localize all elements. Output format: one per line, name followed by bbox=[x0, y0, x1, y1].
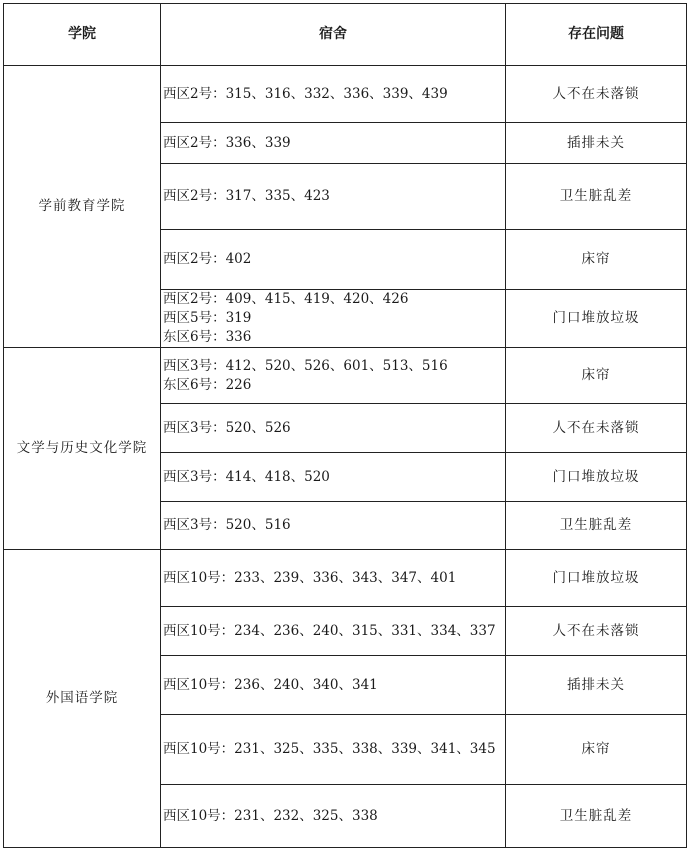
issue-cell: 床帘 bbox=[506, 348, 687, 404]
dorm-line: 西区2号：317、335、423 bbox=[163, 188, 330, 204]
header-issue: 存在问题 bbox=[506, 4, 687, 66]
dorm-line: 西区10号：231、232、325、338 bbox=[163, 807, 378, 824]
header-row bbox=[4, 4, 687, 66]
dorm-cell bbox=[161, 453, 506, 502]
issue-cell: 卫生脏乱差 bbox=[506, 785, 687, 848]
issue-cell: 卫生脏乱差 bbox=[506, 164, 687, 230]
dorm-line: 西区2号：409、415、419、420、426 bbox=[163, 291, 409, 307]
dorm-line: 西区2号：402 bbox=[163, 251, 252, 267]
issue-cell: 人不在未落锁 bbox=[506, 607, 687, 656]
dorm-line: 东区6号：336 bbox=[163, 329, 252, 345]
issue-cell: 门口堆放垃圾 bbox=[506, 453, 687, 502]
dorm-line: 西区2号：315、316、332、336、339、439 bbox=[163, 85, 448, 102]
dorm-line: 西区3号：412、520、526、601、513、516 bbox=[163, 357, 448, 374]
issue-cell: 人不在未落锁 bbox=[506, 404, 687, 453]
dorm-cell bbox=[161, 607, 506, 656]
dorm-cell bbox=[161, 123, 506, 164]
dorm-line: 东区6号：226 bbox=[163, 376, 252, 393]
college-cell: 学前教育学院 bbox=[4, 66, 161, 348]
dorm-cell bbox=[161, 550, 506, 607]
dorm-cell bbox=[161, 502, 506, 550]
dorm-line: 西区10号：233、239、336、343、347、401 bbox=[163, 569, 457, 586]
issue-cell: 卫生脏乱差 bbox=[506, 502, 687, 550]
dorm-line: 西区5号：319 bbox=[163, 310, 252, 326]
dorm-line: 西区10号：234、236、240、315、331、334、337 bbox=[163, 622, 496, 639]
dorm-cell bbox=[161, 230, 506, 290]
dorm-line: 西区3号：414、418、520 bbox=[163, 468, 330, 485]
issue-cell: 门口堆放垃圾 bbox=[506, 550, 687, 607]
college-cell: 文学与历史文化学院 bbox=[4, 348, 161, 550]
header-dorm: 宿舍 bbox=[161, 4, 506, 66]
dorm-line: 西区10号：231、325、335、338、339、341、345 bbox=[163, 741, 496, 757]
table-body bbox=[4, 66, 687, 848]
issue-cell: 人不在未落锁 bbox=[506, 66, 687, 123]
dorm-cell bbox=[161, 348, 506, 404]
issue-cell: 床帘 bbox=[506, 230, 687, 290]
table-row bbox=[4, 66, 687, 123]
table-row bbox=[4, 348, 687, 404]
dorm-cell bbox=[161, 404, 506, 453]
dorm-cell bbox=[161, 164, 506, 230]
dorm-line: 西区3号：520、516 bbox=[163, 517, 291, 533]
dorm-line: 西区10号：236、240、340、341 bbox=[163, 676, 378, 693]
issue-cell: 门口堆放垃圾 bbox=[506, 290, 687, 348]
dorm-line: 西区3号：520、526 bbox=[163, 419, 291, 436]
dorm-line: 西区2号：336、339 bbox=[163, 134, 291, 151]
dorm-cell bbox=[161, 66, 506, 123]
issue-cell: 插排未关 bbox=[506, 123, 687, 164]
header-college: 学院 bbox=[4, 4, 161, 66]
dorm-cell bbox=[161, 290, 506, 348]
dormitory-inspection-table bbox=[3, 3, 687, 848]
issue-cell: 床帘 bbox=[506, 715, 687, 785]
table-row bbox=[4, 550, 687, 607]
dorm-cell bbox=[161, 715, 506, 785]
college-cell: 外国语学院 bbox=[4, 550, 161, 848]
issue-cell: 插排未关 bbox=[506, 656, 687, 715]
dorm-cell bbox=[161, 785, 506, 848]
dorm-cell bbox=[161, 656, 506, 715]
